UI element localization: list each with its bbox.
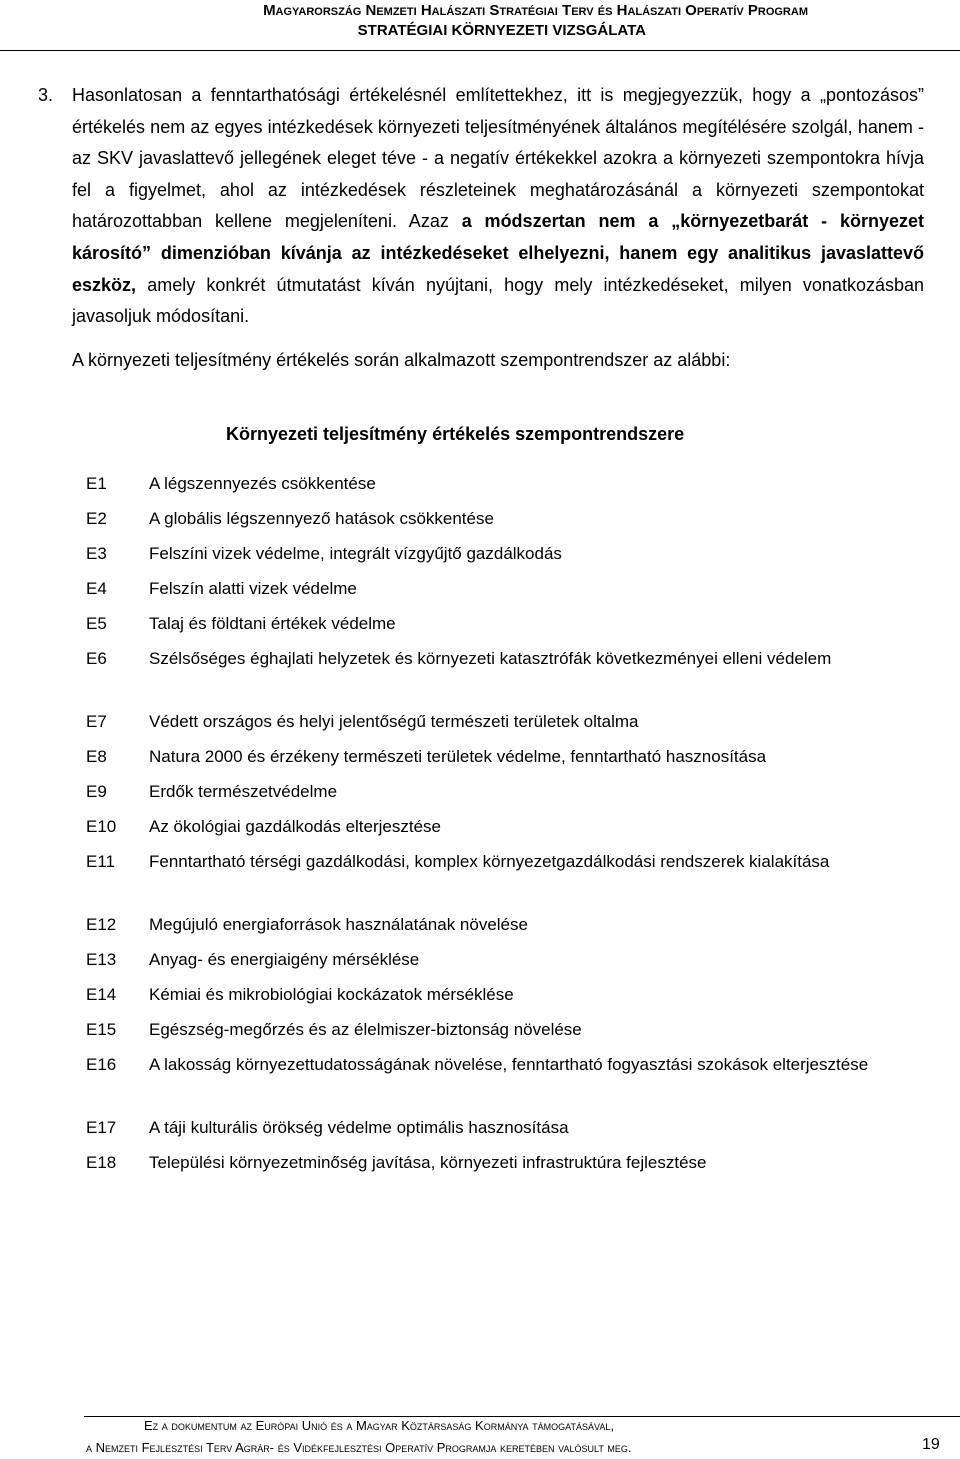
criteria-code: E9	[86, 782, 107, 801]
main-content	[38, 80, 924, 376]
criteria-description: A légszennyezés csökkentése	[149, 474, 376, 493]
criteria-code: E1	[86, 474, 107, 493]
criteria-description: Az ökológiai gazdálkodás elterjesztése	[149, 817, 442, 836]
criteria-code: E12	[86, 915, 117, 934]
criteria-code: E11	[86, 852, 115, 871]
criteria-description: Anyag- és energiaigény mérséklése	[149, 950, 420, 969]
criteria-description: Szélsőséges éghajlati helyzetek és környezeti katasztrófák következményei elleni védelem	[149, 649, 832, 668]
criteria-description: Felszín alatti vizek védelme	[149, 579, 357, 598]
criteria-description: A lakosság környezettudatosságának növelése, fenntartható fogyasztási szokások elterjesztése	[149, 1055, 869, 1074]
header-document-title: STRATÉGIAI KÖRNYEZETI VIZSGÁLATA	[357, 22, 646, 39]
criteria-code: E8	[86, 747, 107, 766]
intro-sentence: A környezeti teljesítmény értékelés során alkalmazott szempontrendszer az alábbi:	[72, 349, 731, 370]
criteria-code: E10	[86, 817, 117, 836]
page-number: 19	[922, 1436, 940, 1453]
criteria-code: E14	[86, 985, 117, 1004]
criteria-code: E2	[86, 509, 107, 528]
criteria-code: E3	[86, 544, 107, 563]
criteria-code: E4	[86, 579, 107, 598]
footer-support-line: Ez a dokumentum az Európai Unió és a Magyar Köztársaság Kormánya támogatásával,	[144, 1418, 614, 1433]
numbered-paragraph	[38, 80, 924, 333]
criteria-description: Települési környezetminőség javítása, környezeti infrastruktúra fejlesztése	[149, 1153, 707, 1172]
criteria-description: Natura 2000 és érzékeny természeti területek védelme, fenntartható hasznosítása	[149, 747, 767, 766]
criteria-description: Fenntartható térségi gazdálkodási, komplex környezetgazdálkodási rendszerek kialakítása	[149, 852, 830, 871]
criteria-code: E6	[86, 649, 107, 668]
criteria-code: E7	[86, 712, 107, 731]
paragraph-text-1: Hasonlatosan a fenntarthatósági értékelésnél említettekhez, itt is megjegyezzük, hogy a „pontozásos” értékelés nem az egyes intézkedések környezeti teljesítményének általános megítélésére szolgál, hanem - az SKV javaslattevő jellegének eleget téve - a negatív értékekkel azokra a környezeti szempontokra hívja fel a figyelmet, ahol az intézkedések részleteinek meghatározásánál a környezeti szempontokat határozottabban kellene megjeleníteni. Azaz	[72, 85, 924, 232]
criteria-code: E5	[86, 614, 107, 633]
criteria-table-title: Környezeti teljesítmény értékelés szempontrendszere	[226, 424, 685, 444]
criteria-description: Kémiai és mikrobiológiai kockázatok mérséklése	[149, 985, 514, 1004]
criteria-code: E17	[86, 1118, 117, 1137]
criteria-description: Védett országos és helyi jelentőségű természeti területek oltalma	[149, 712, 639, 731]
paragraph-text-2: amely konkrét útmutatást kíván nyújtani, hogy mely intézkedéseket, milyen vonatkozásban javasoljuk módosítani.	[72, 274, 924, 327]
paragraph-number: 3.	[38, 85, 54, 105]
criteria-code: E18	[86, 1153, 117, 1172]
criteria-code: E16	[86, 1055, 117, 1074]
criteria-description: A táji kulturális örökség védelme optimális hasznosítása	[149, 1118, 569, 1137]
criteria-description: Felszíni vizek védelme, integrált vízgyűjtő gazdálkodás	[149, 544, 562, 563]
criteria-description: Egészség-megőrzés és az élelmiszer-biztonság növelése	[149, 1020, 582, 1039]
header-divider	[0, 50, 960, 51]
criteria-description: Megújuló energiaforrások használatának növelése	[149, 915, 528, 934]
footer-program-line: a Nemzeti Fejlesztési Terv Agrár- és Vidékfejlesztési Operatív Programja keretében valósult meg.	[86, 1440, 632, 1455]
criteria-description: Talaj és földtani értékek védelme	[149, 614, 396, 633]
paragraph-bold-text: a módszertan nem a „környezetbarát - környezet károsító” dimenzióban kívánja az intézkedéseket elhelyezni, hanem egy analitikus javaslattevő eszköz,	[72, 211, 924, 295]
criteria-code: E13	[86, 950, 117, 969]
criteria-description: Erdők természetvédelme	[149, 782, 338, 801]
criteria-description: A globális légszennyező hatások csökkentése	[149, 509, 494, 528]
criteria-code: E15	[86, 1020, 117, 1039]
footer-divider	[84, 1416, 960, 1417]
header-program-title: Magyarország Nemzeti Halászati Stratégiai Terv és Halászati Operatív Program	[263, 2, 808, 19]
